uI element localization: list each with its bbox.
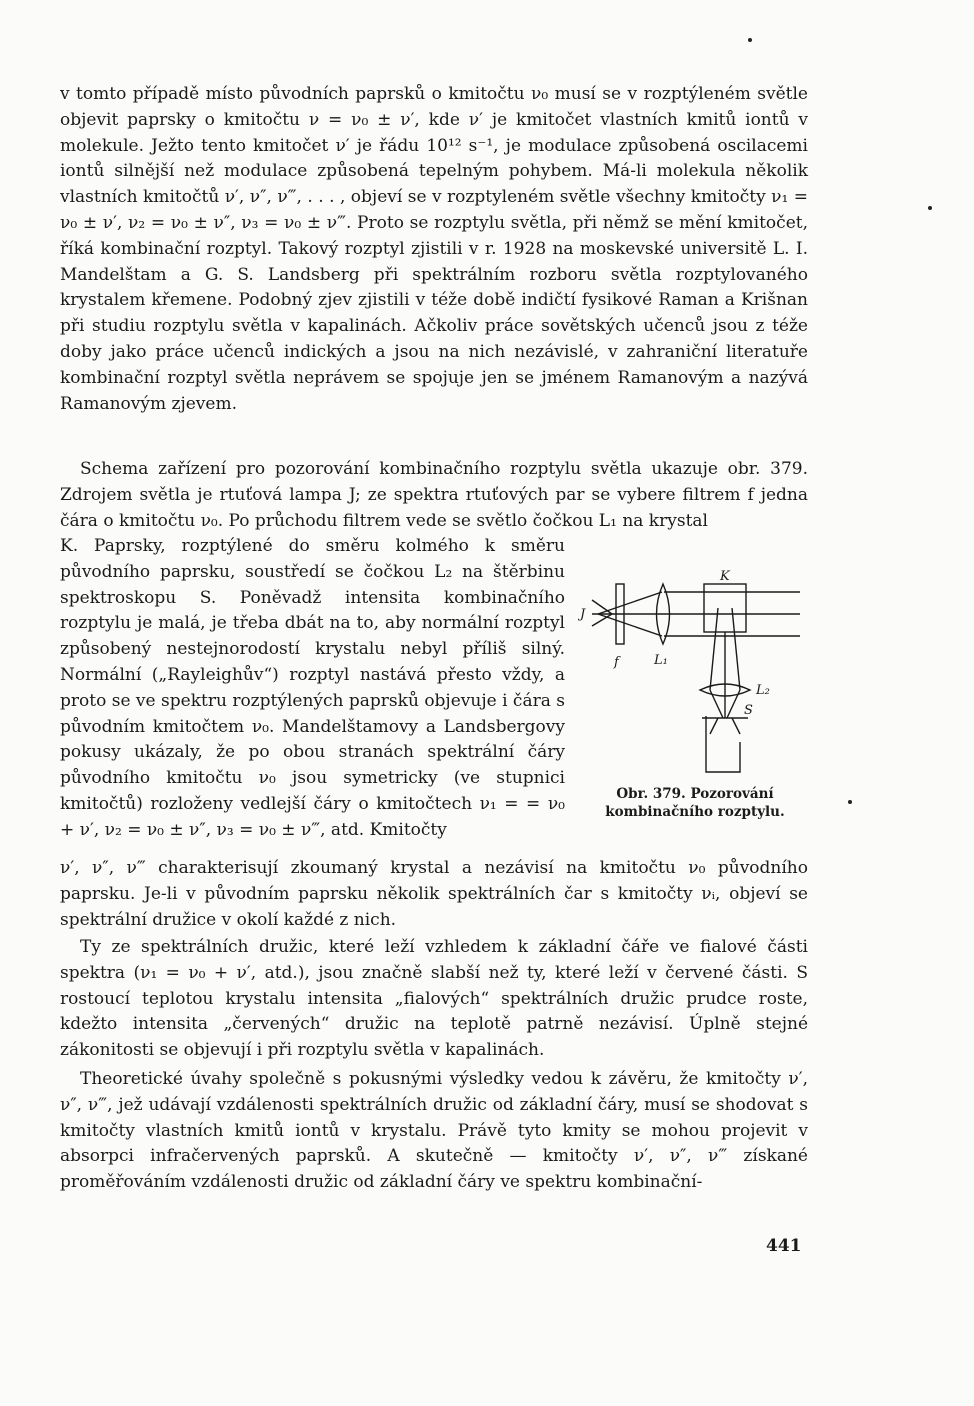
paragraph-3 [60,935,808,1064]
label-f: f [614,655,619,670]
figure-caption: Obr. 379. Pozorování kombinačního rozptylu. [605,786,785,820]
crystal-k [704,584,746,632]
paragraph-2-bottom-text: ν′, ν″, ν‴ charakterisují zkoumaný krystal a nezávisí na kmitočtu ν₀ původního paprsku. Je-li v původním paprsku několik spektrálních čar s kmitočty νᵢ, objeví se spektrální družice v okolí každé z nich. [60,858,808,930]
paragraph-4 [60,1067,808,1196]
paragraph-3-text: Ty ze spektrálních družic, které leží vzhledem k základní čáře ve fialové části spektra (ν₁ = ν₀ + ν′, atd.), jsou značně slabší než ty, které leží v červené části. S rostoucí teplotou krystalu intensita „fialových“ spektrálních družic prudce roste, kdežto intensita „červených“ družic na teplotě patrně nezávisí. Úplně stejné zákonitosti se objevují i při rozptylu světla v kapalinách. [60,937,808,1061]
label-l1: L₁ [654,653,668,668]
paragraph-2-wrap-text: K. Paprsky, rozptýlené do směru kolmého k směru původního paprsku, soustředí se čočkou L₂ na štěrbinu spektroskopu S. Poněvadž intensita kombinačního rozptylu je malá, je třeba dbát na to, aby normální rozptyl způsobený nestejnorodostí krystalu nebyl příliš silný. Normální („Rayleighův“) rozptyl nastává přesto vždy, a proto se ve spektru rozptýlených paprsků objevuje i čára s původním kmitočtem ν₀. Mandelštamovy a Landsbergovy pokusy ukázaly, že po obou stranách spektrální čáry původního kmitočtu ν₀ jsou symetricky (ve stupnici kmitočtů) rozloženy vedlejší čáry o kmitočtech ν₁ = = ν₀ + ν′, ν₂ = ν₀ ± ν″, ν₃ = ν₀ ± ν‴, atd. Kmitočty [60,536,565,840]
label-j: J [580,607,586,622]
dust-speck [848,800,852,804]
page-number: 441 [766,1236,802,1256]
label-s: S [744,703,753,718]
scatter-ray-1 [710,608,718,690]
paragraph-1 [60,82,808,417]
paragraph-1-text: v tomto případě místo původních paprsků o kmitočtu ν₀ musí se v rozptýleném světle objevit paprsky o kmitočtu ν = ν₀ ± ν′, kde ν′ je kmitočet vlastních kmitů iontů v molekule. Ježto tento kmitočet ν′ je řádu 10¹² s⁻¹, je modulace způsobená oscilacemi iontů silnější než modulace způsobená tepelným pohybem. Má-li molekula několik vlastních kmitočtů ν′, ν″, ν‴, . . . , objeví se v rozptyleném světle všechny kmitočty ν₁ = ν₀ ± ν′, ν₂ = ν₀ ± ν″, ν₃ = ν₀ ± ν‴. Proto se rozptylu světla, při němž se mění kmitočet, říká kombinační rozptyl. Takový rozptyl zjistili v r. 1928 na moskevské universitě L. I. Mandelštam a G. S. Landsberg při spektrálním rozboru světla rozptylovaného krystalem křemene. Podobný zjev zjistili v téže době indičtí fysikové Raman a Krišnan při studiu rozptylu světla v kapalinách. Ačkoliv práce sovětských učenců jsou z téže doby jako práce učenců indických a jsou na nich nezávislé, v zahraniční literatuře kombinační rozptyl světla neprávem se spojuje jen se jménem Ramanovým a nazývá Ramanovým zjevem. [60,84,808,414]
scatter-ray-2 [732,608,740,690]
paragraph-4-text: Theoretické úvahy společně s pokusnými výsledky vedou k závěru, že kmitočty ν′, ν″, ν‴, jež udávají vzdálenosti spektrálních družic od základní čáry, musí se shodovat s kmitočty vlastních kmitů iontů v krystalu. Právě tyto kmity se mohou projevit v absorpci infračervených paprsků. A skutečně — kmitočty ν′, ν″, ν‴ získané proměřováním vzdálenosti družic od základní čáry ve spektru kombinační- [60,1069,808,1193]
focus-ray-1 [710,690,723,718]
paragraph-2-top [60,457,808,534]
dust-speck [928,206,932,210]
label-k: K [720,569,730,584]
dust-speck [748,38,752,42]
slit-edge-2 [732,718,740,734]
raman-setup-diagram [578,568,808,778]
focus-ray-2 [727,690,740,718]
paragraph-2-top-text: Schema zařízení pro pozorování kombinačního rozptylu světla ukazuje obr. 379. Zdrojem světla je rtuťová lampa J; ze spektra rtuťových par se vybere filtrem f jedna čára o kmitočtu ν₀. Po průchodu filtrem vede se světlo čočkou L₁ na krystal [60,459,808,531]
label-l2: L₂ [756,683,770,698]
slit-edge-1 [710,718,718,734]
paragraph-2-bottom [60,856,808,933]
paragraph-2-wrap [60,534,565,844]
figure-379-diagram [578,568,808,778]
